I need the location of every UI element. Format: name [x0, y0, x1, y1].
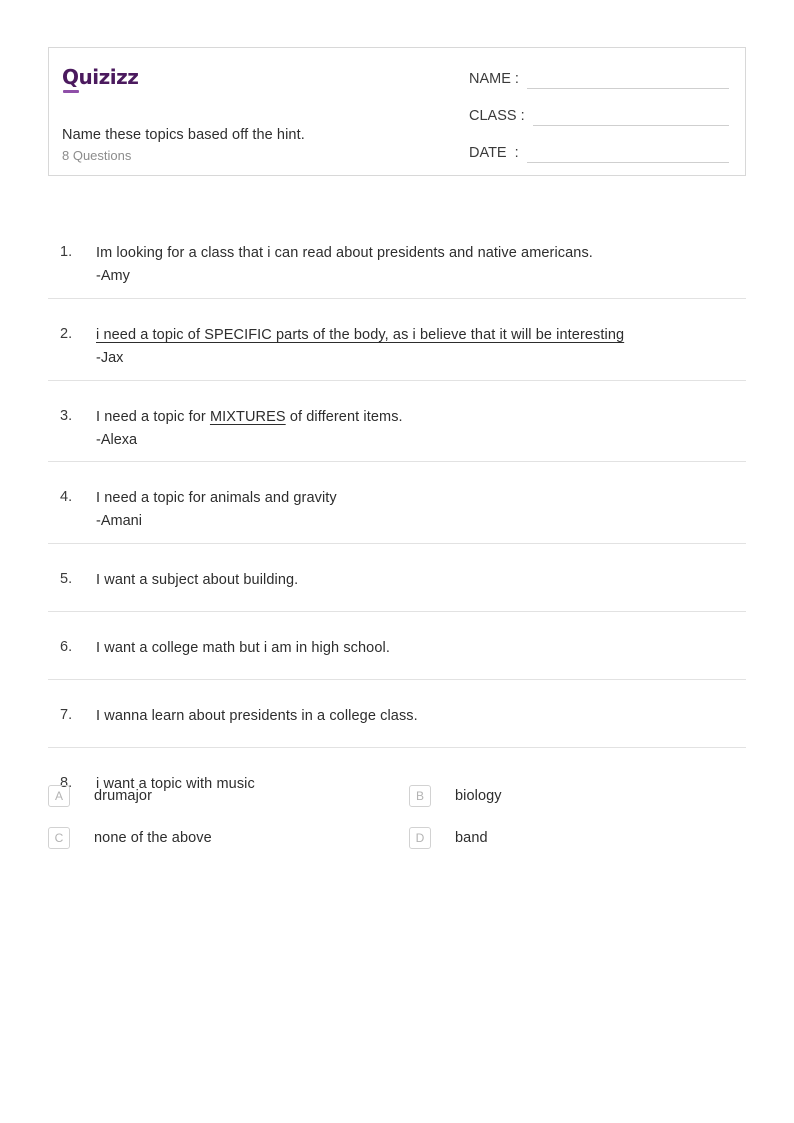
name-field-row — [469, 70, 729, 89]
question-item — [48, 394, 746, 463]
question-number: 6. — [60, 639, 73, 656]
question-item — [48, 557, 746, 612]
question-item — [48, 475, 746, 544]
option-badge-d: D — [409, 827, 431, 849]
question-text-emphasis: MIXTURES — [209, 408, 286, 425]
question-number: 1. — [60, 244, 73, 260]
option-badge-b: B — [409, 785, 431, 807]
answer-option-b[interactable] — [397, 775, 746, 817]
quizizz-logo — [62, 65, 138, 89]
question-number: 3. — [60, 407, 73, 424]
question-attribution: -Amani — [96, 513, 142, 530]
class-field-input[interactable] — [533, 107, 729, 126]
question-count: 8 Questions — [62, 148, 132, 163]
question-number: 5. — [60, 571, 73, 588]
question-list — [48, 230, 746, 828]
question-text: i want a topic with music — [96, 776, 255, 793]
question-text: I need a topic for animals and gravity — [96, 490, 337, 507]
name-field-input[interactable] — [527, 70, 729, 89]
question-text-post: of different items. — [285, 408, 403, 425]
answer-option-a[interactable] — [48, 775, 397, 817]
question-text: Im looking for a class that i can read about presidents and native americans. — [96, 245, 593, 261]
option-label-c: none of the above — [94, 830, 212, 846]
question-item — [48, 312, 746, 381]
header-left — [49, 48, 414, 175]
question-number: 4. — [60, 489, 73, 506]
question-text: i need a topic of SPECIFIC parts of the body, as i believe that it will be interesting — [96, 326, 625, 343]
date-field-label: DATE : — [469, 145, 519, 161]
header-fields — [414, 48, 745, 175]
question-text: I want a subject about building. — [96, 572, 299, 589]
class-field-row — [469, 107, 729, 126]
answer-option-c[interactable] — [48, 817, 397, 859]
option-badge-c: C — [48, 827, 70, 849]
option-badge-a: A — [48, 785, 70, 807]
answer-options — [48, 775, 746, 859]
page-title: Name these topics based off the hint. — [62, 127, 305, 143]
question-attribution: -Amy — [96, 268, 130, 285]
date-field-input[interactable] — [527, 144, 729, 163]
worksheet-header — [48, 47, 746, 176]
question-number: 7. — [60, 707, 73, 724]
brand-underline-accent — [63, 90, 79, 93]
option-label-a: drumajor — [94, 788, 153, 804]
question-number: 8. — [60, 775, 73, 792]
date-field-row — [469, 144, 729, 163]
option-label-d: band — [455, 830, 488, 846]
question-attribution: -Alexa — [96, 431, 138, 448]
question-text — [96, 394, 746, 428]
name-field-label: NAME : — [469, 71, 519, 87]
brand-name: Quizizz — [62, 65, 139, 89]
question-attribution: -Jax — [96, 349, 124, 366]
question-item — [48, 693, 746, 748]
question-number: 2. — [60, 325, 73, 342]
question-text: I wanna learn about presidents in a college class. — [96, 708, 418, 725]
answer-option-d[interactable] — [397, 817, 746, 859]
question-item — [48, 625, 746, 680]
question-item — [48, 230, 746, 299]
question-text: I want a college math but i am in high school. — [96, 640, 390, 657]
question-text-pre: I need a topic for — [96, 408, 210, 425]
option-label-b: biology — [455, 788, 502, 804]
class-field-label: CLASS : — [469, 108, 525, 124]
